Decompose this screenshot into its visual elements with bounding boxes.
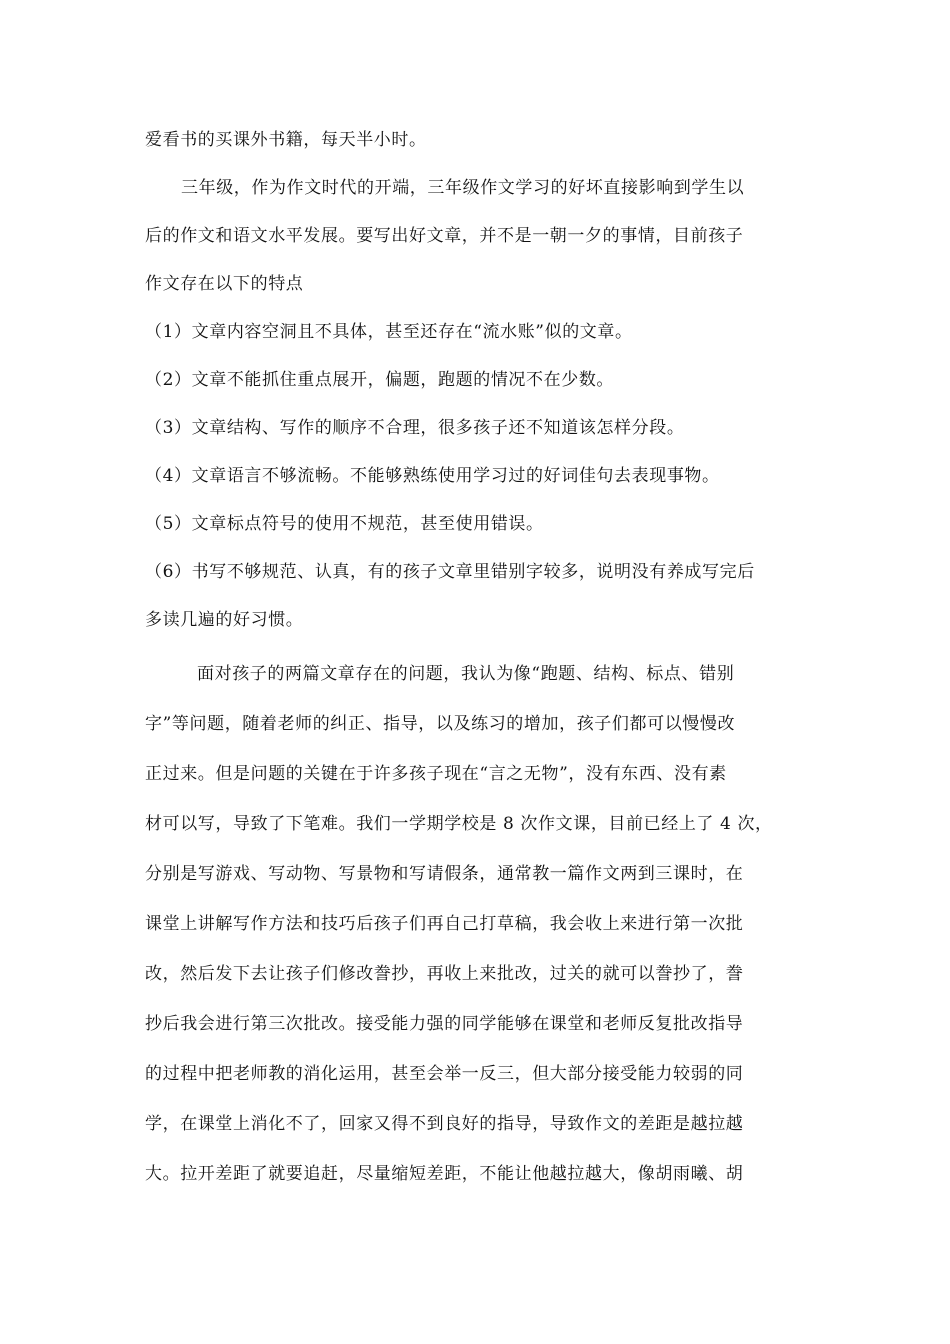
- list-item-2: （2）文章不能抓住重点展开，偏题，跑题的情况不在少数。: [145, 370, 615, 390]
- text-line-18: 改，然后发下去让孩子们修改誊抄，再收上来批改，过关的就可以誊抄了，誊: [145, 964, 744, 984]
- text-line-19: 抄后我会进行第三次批改。接受能力强的同学能够在课堂和老师反复批改指导: [145, 1014, 744, 1034]
- text-line-16: 分别是写游戏、写动物、写景物和写请假条，通常教一篇作文两到三课时，在: [145, 864, 744, 884]
- text-line-1: 爱看书的买课外书籍，每天半小时。: [145, 130, 427, 150]
- text-line-20: 的过程中把老师教的消化运用，甚至会举一反三，但大部分接受能力较弱的同: [145, 1064, 744, 1084]
- text-line-22: 大。拉开差距了就要追赶，尽量缩短差距，不能让他越拉越大，像胡雨曦、胡: [145, 1164, 744, 1184]
- list-item-4: （4）文章语言不够流畅。不能够熟练使用学习过的好词佳句去表现事物。: [145, 466, 720, 486]
- list-item-5: （5）文章标点符号的使用不规范，甚至使用错误。: [145, 514, 544, 534]
- text-line-11: 多读几遍的好习惯。: [145, 610, 304, 630]
- text-line-15: 材可以写，导致了下笔难。我们一学期学校是 8 次作文课，目前已经上了 4 次，: [145, 814, 773, 834]
- text-line-3: 后的作文和语文水平发展。要写出好文章，并不是一朝一夕的事情，目前孩子: [145, 226, 744, 246]
- list-item-1: （1）文章内容空洞且不具体，甚至还存在“流水账”似的文章。: [145, 322, 633, 342]
- list-item-6: （6）书写不够规范、认真，有的孩子文章里错别字较多，说明没有养成写完后: [145, 562, 755, 582]
- text-line-17: 课堂上讲解写作方法和技巧后孩子们再自己打草稿，我会收上来进行第一次批: [145, 914, 744, 934]
- text-line-12: 面对孩子的两篇文章存在的问题，我认为像“跑题、结构、标点、错别: [197, 664, 735, 684]
- text-line-14: 正过来。但是问题的关键在于许多孩子现在“言之无物”，没有东西、没有素: [145, 764, 727, 784]
- text-line-2: 三年级，作为作文时代的开端，三年级作文学习的好坏直接影响到学生以: [181, 178, 745, 198]
- text-line-21: 学，在课堂上消化不了，回家又得不到良好的指导，导致作文的差距是越拉越: [145, 1114, 744, 1134]
- list-item-3: （3）文章结构、写作的顺序不合理，很多孩子还不知道该怎样分段。: [145, 418, 685, 438]
- text-line-4: 作文存在以下的特点: [145, 274, 304, 294]
- text-line-13: 字”等问题，随着老师的纠正、指导，以及练习的增加，孩子们都可以慢慢改: [145, 714, 736, 734]
